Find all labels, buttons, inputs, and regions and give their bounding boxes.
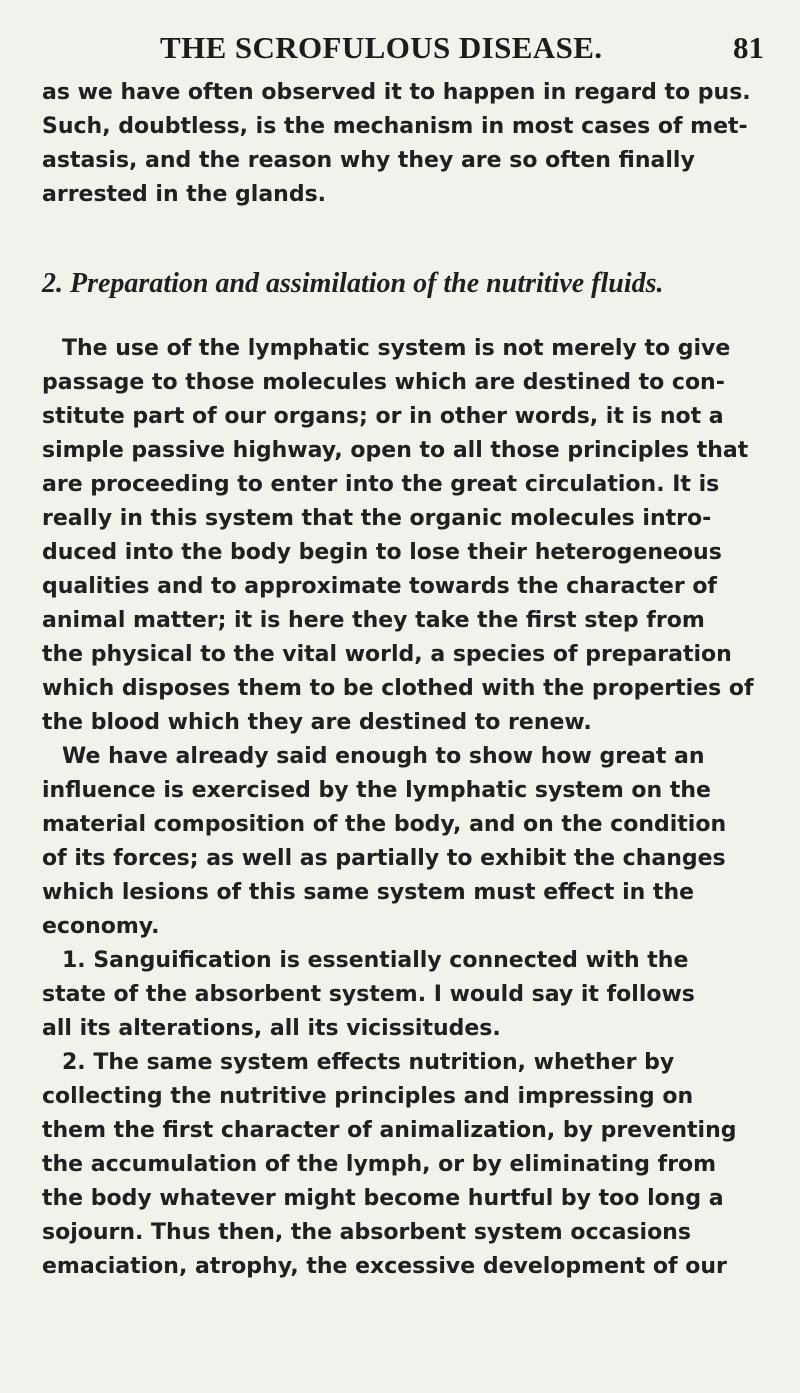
text-line: arrested in the glands.: [42, 182, 327, 207]
text-line: which disposes them to be clothed with the properties of: [42, 676, 754, 701]
text-line: of its forces; as well as partially to exhibit the changes: [42, 846, 726, 871]
text-line: all its alterations, all its vicissitudes.: [42, 1016, 501, 1041]
text-line: the physical to the vital world, a species of preparation: [42, 642, 732, 667]
text-line: emaciation, atrophy, the excessive development of our: [42, 1254, 727, 1279]
text-line: simple passive highway, open to all those principles that: [42, 438, 749, 463]
text-line: 1. Sanguification is essentially connected with the: [62, 948, 689, 973]
text-line: Such, doubtless, is the mechanism in most cases of met-: [42, 114, 748, 139]
text-line: which lesions of this same system must effect in the: [42, 880, 695, 905]
page-number: 81: [733, 30, 764, 65]
text-line: passage to those molecules which are destined to con-: [42, 370, 725, 395]
text-line: really in this system that the organic molecules intro-: [42, 506, 712, 531]
text-line: the body whatever might become hurtful by too long a: [42, 1186, 724, 1211]
text-line: qualities and to approximate towards the character of: [42, 574, 718, 599]
text-line: the blood which they are destined to renew.: [42, 710, 592, 735]
text-line: are proceeding to enter into the great circulation. It is: [42, 472, 720, 497]
text-line: 2. The same system effects nutrition, whether by: [62, 1050, 675, 1075]
running-title: THE SCROFULOUS DISEASE.: [160, 30, 603, 65]
text-line: economy.: [42, 914, 160, 939]
text-line: state of the absorbent system. I would say it follows: [42, 982, 695, 1007]
running-head: [0, 30, 800, 70]
text-line: the accumulation of the lymph, or by eliminating from: [42, 1152, 717, 1177]
section-heading: 2. Preparation and assimilation of the nutritive fluids.: [42, 268, 664, 299]
text-line: sojourn. Thus then, the absorbent system occasions: [42, 1220, 691, 1245]
text-line: astasis, and the reason why they are so often finally: [42, 148, 695, 173]
text-line: them the first character of animalization, by preventing: [42, 1118, 737, 1143]
text-line: material composition of the body, and on the condition: [42, 812, 727, 837]
text-line: influence is exercised by the lymphatic system on the: [42, 778, 711, 803]
text-line: collecting the nutritive principles and impressing on: [42, 1084, 694, 1109]
text-line: duced into the body begin to lose their heterogeneous: [42, 540, 722, 565]
text-line: We have already said enough to show how great an: [62, 744, 705, 769]
text-line: as we have often observed it to happen in regard to pus.: [42, 80, 751, 105]
text-line: animal matter; it is here they take the first step from: [42, 608, 705, 633]
text-line: The use of the lymphatic system is not merely to give: [62, 336, 731, 361]
text-line: stitute part of our organs; or in other words, it is not a: [42, 404, 724, 429]
